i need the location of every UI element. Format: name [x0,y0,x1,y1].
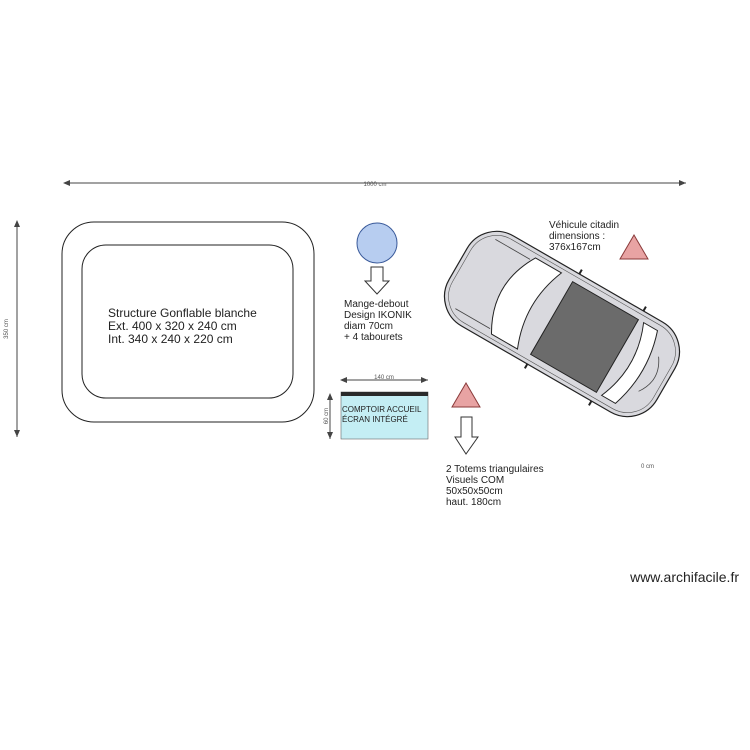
watermark[interactable]: www.archifacile.fr [630,569,739,585]
totem-triangle-left [446,383,544,508]
down-arrow-icon [455,417,478,454]
totems-line2: Visuels COM [446,475,505,486]
vehicle-label [549,220,619,253]
mange-debout-line2: Design IKONIK [344,310,412,321]
standing-table [344,223,412,343]
counter-height-label: 60 cm [324,407,330,425]
dimension-top-width [64,182,686,188]
mange-debout-line4: + 4 tabourets [344,332,403,343]
mange-debout-line3: diam 70cm [344,321,393,332]
totems-line4: haut. 180cm [446,497,502,508]
vehicle-label-line3: 376x167cm [549,242,601,253]
totems-line1: 2 Totems triangulaires [446,464,544,475]
dimension-left-height-label: 350 cm [4,319,10,339]
structure-label-line3: Int. 340 x 240 x 220 cm [108,332,233,346]
structure-label-line1: Structure Gonflable blanche [108,306,257,320]
counter-label-line2: ÉCRAN INTÉGRÉ [342,415,408,424]
structure-label-line2: Ext. 400 x 320 x 240 cm [108,319,237,333]
counter-label-line1: COMPTOIR ACCUEIL [342,405,422,414]
zero-mark-label: 0 cm [641,464,655,470]
totem-triangle-right [620,235,648,259]
down-arrow-icon [365,267,389,294]
dimension-left-height [4,221,17,437]
totems-line3: 50x50x50cm [446,486,503,497]
reception-counter [324,375,428,439]
vehicle-label-line1: Véhicule citadin [549,220,620,231]
mange-debout-line1: Mange-debout [344,299,409,310]
dimension-top-width-label: 1000 cm [363,182,387,188]
vehicle-label-line2: dimensions : [549,231,606,242]
inflatable-structure [62,222,314,422]
counter-width-label: 140 cm [374,375,394,381]
